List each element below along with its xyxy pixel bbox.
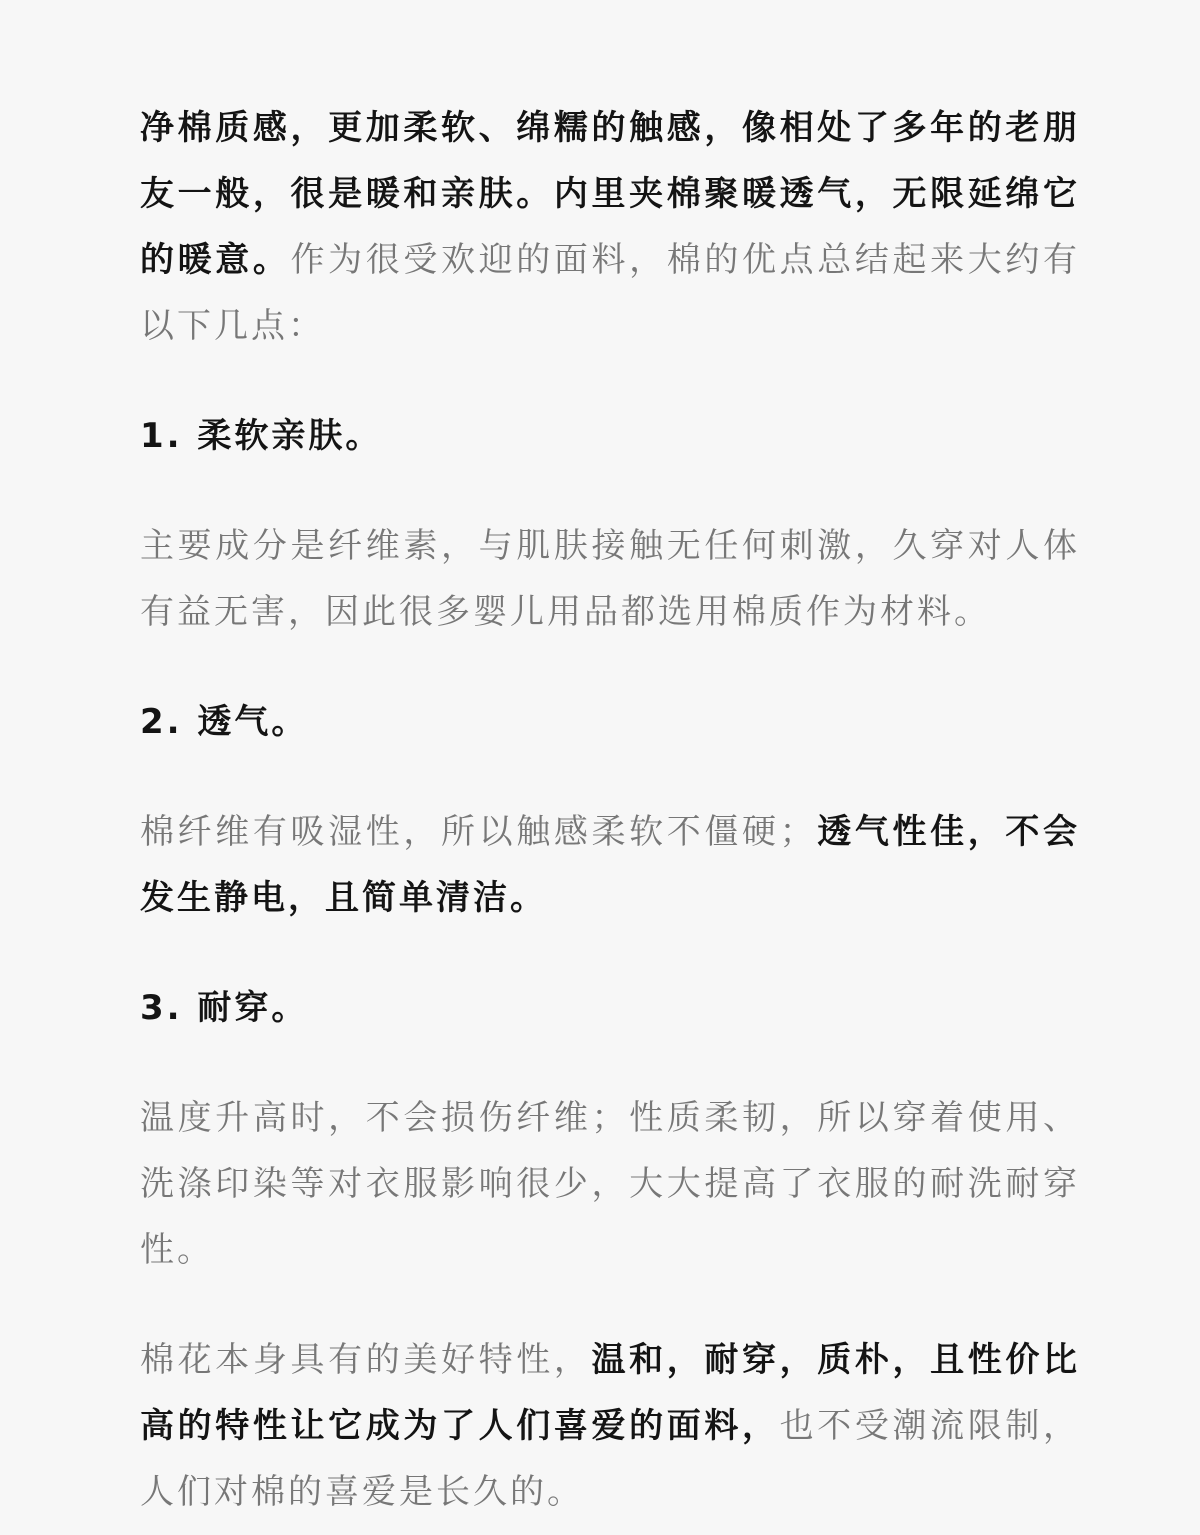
section-heading-3: 3. 耐穿。: [140, 988, 309, 1028]
section-body-2: [140, 799, 1080, 931]
section-body-1: 主要成分是纤维素，与肌肤接触无任何刺激，久穿对人体有益无害，因此很多婴儿用品都选用棉质作为材料。: [140, 526, 1080, 632]
section-heading-2: 2. 透气。: [140, 702, 309, 742]
intro-paragraph: [140, 95, 1080, 359]
section-heading-1: 1. 柔软亲肤。: [140, 416, 383, 456]
closing-normal-text-1: 棉花本身具有的美好特性，: [140, 1340, 592, 1380]
section2-normal-text: 棉纤维有吸湿性，所以触感柔软不僵硬；: [140, 812, 817, 852]
section2-bold-text: 透气性佳，不会发生静电，且简单清洁。: [140, 812, 1080, 918]
closing-paragraph: [140, 1327, 1080, 1525]
closing-bold-text: 温和，耐穿，质朴，且性价比高的特性让它成为了人们喜爱的面料，: [140, 1340, 1080, 1446]
intro-normal-text: 作为很受欢迎的面料，棉的优点总结起来大约有以下几点：: [140, 240, 1080, 346]
closing-normal-text-2: 也不受潮流限制，人们对棉的喜爱是长久的。: [140, 1406, 1080, 1512]
article-body: [140, 95, 1080, 1525]
section-body-3: 温度升高时，不会损伤纤维；性质柔韧，所以穿着使用、洗涤印染等对衣服影响很少，大大提高了衣服的耐洗耐穿性。: [140, 1098, 1080, 1270]
intro-bold-text: 净棉质感，更加柔软、绵糯的触感，像相处了多年的老朋友一般，很是暖和亲肤。内里夹棉聚暖透气，无限延绵它的暖意。: [140, 108, 1080, 280]
